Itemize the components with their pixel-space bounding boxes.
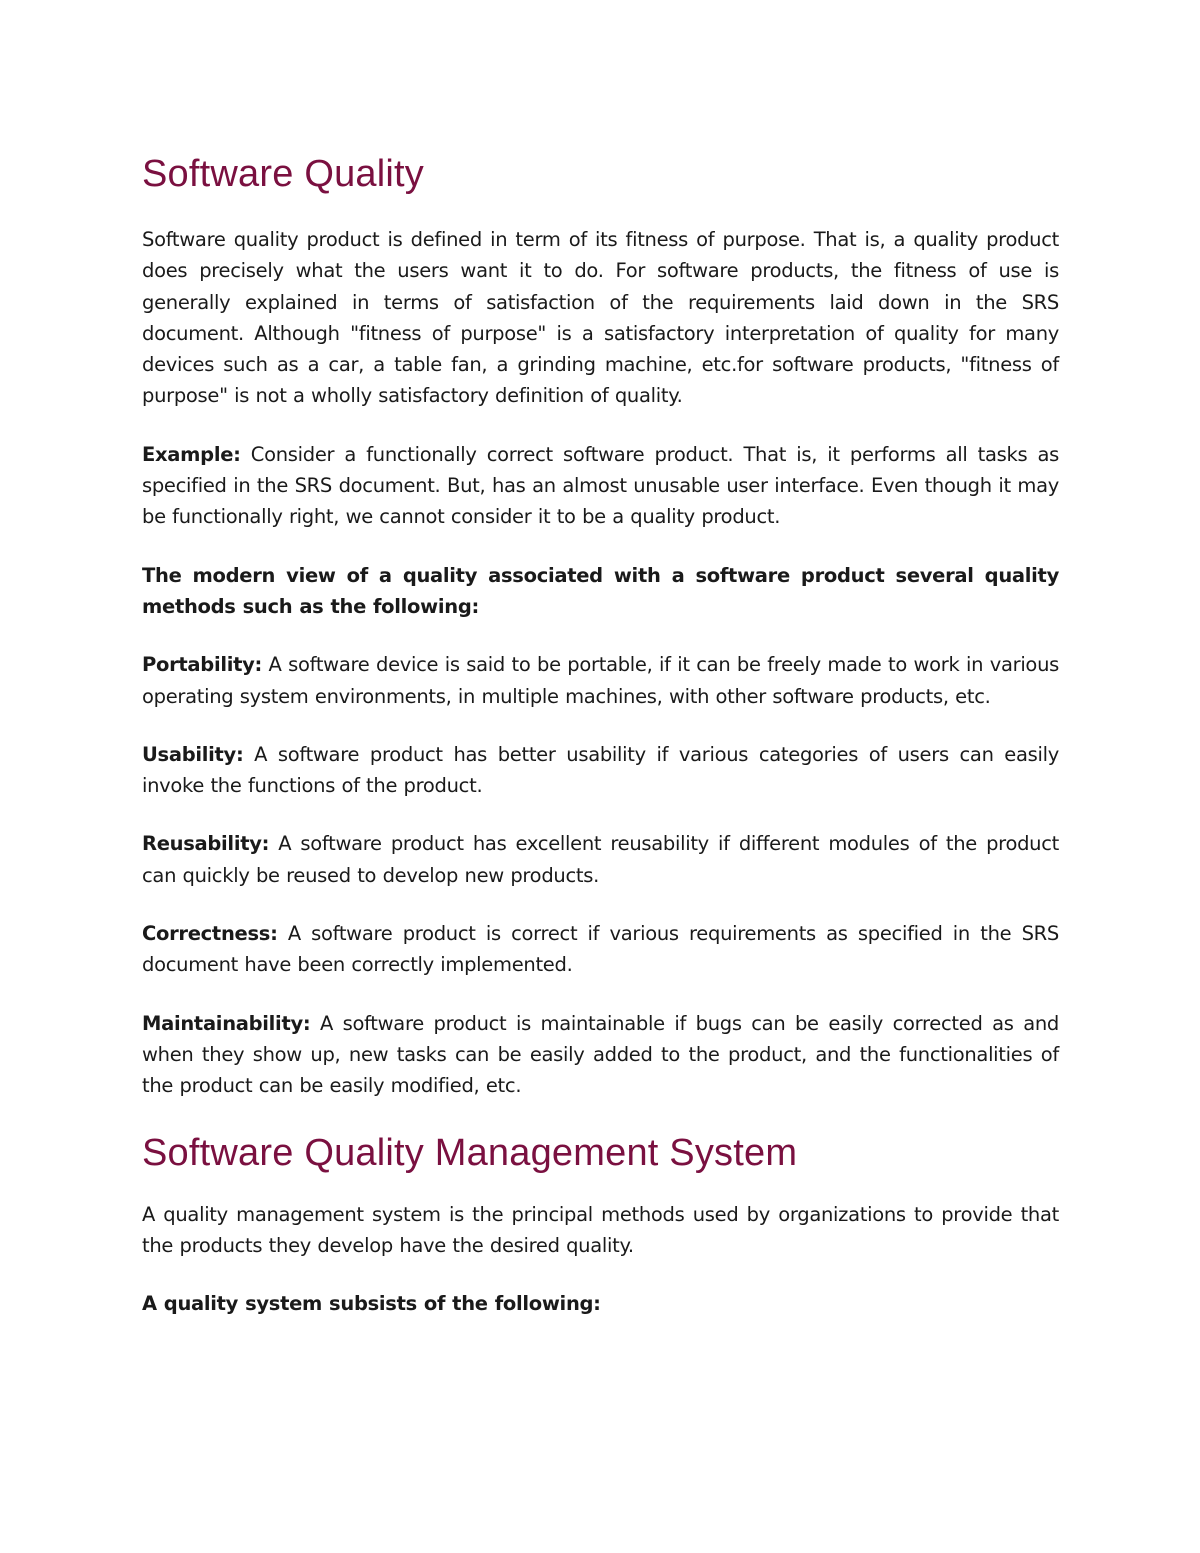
page-title: Software Quality bbox=[142, 153, 424, 195]
attribute-usability bbox=[142, 739, 1059, 802]
attribute-reusability bbox=[142, 828, 1059, 891]
example-paragraph bbox=[142, 439, 1059, 533]
intro-paragraph: Software quality product is defined in term of its fitness of purpose. That is, a quality product does precisely what the users want it to do. For software products, the fitness of use is generally explained in terms of satisfaction of the requirements laid down in the SRS document. Although "fitness of purpose" is a satisfactory interpretation of quality for many devices such as a car, a table fan, a grinding machine, etc.for software products, "fitness of purpose" is not a wholly satisfactory definition of quality. bbox=[142, 228, 1059, 408]
example-text: Consider a functionally correct software product. That is, it performs all tasks as specified in the SRS document. But, has an almost unusable user interface. Even though it may be functionally right, we cannot consider it to be a quality product. bbox=[142, 442, 1059, 529]
attribute-text: A software product has better usability if various categories of users can easily invoke the functions of the product. bbox=[142, 742, 1059, 798]
attribute-label: Maintainability: bbox=[142, 1011, 311, 1035]
attribute-label: Usability: bbox=[142, 742, 244, 766]
document-page bbox=[142, 150, 1059, 1346]
attribute-text: A software product has excellent reusability if different modules of the product can quickly be reused to develop new products. bbox=[142, 832, 1059, 887]
example-label: Example: bbox=[142, 442, 241, 466]
attribute-label: Reusability: bbox=[142, 832, 270, 856]
qms-intro-paragraph: A quality management system is the principal methods used by organizations to provide that the products they develop have the desired quality. bbox=[142, 1202, 1059, 1257]
attribute-label: Correctness: bbox=[142, 922, 278, 946]
attribute-portability bbox=[142, 649, 1059, 712]
attribute-text: A software product is maintainable if bugs can be easily corrected as and when they show up, new tasks can be easily added to the product, and the functionalities of the product can be easily modified, etc. bbox=[142, 1011, 1059, 1098]
quality-system-heading: A quality system subsists of the following: bbox=[142, 1292, 601, 1316]
attribute-text: A software device is said to be portable, if it can be freely made to work in various operating system environments, in multiple machines, with other software products, etc. bbox=[142, 653, 1059, 708]
attribute-maintainability bbox=[142, 1008, 1059, 1102]
attribute-correctness bbox=[142, 918, 1059, 981]
attribute-text: A software product is correct if various requirements as specified in the SRS document have been correctly implemented. bbox=[142, 922, 1059, 977]
attribute-label: Portability: bbox=[142, 653, 263, 677]
modern-view-heading: The modern view of a quality associated with a software product several quality methods such as the following: bbox=[142, 563, 1059, 618]
section-title: Software Quality Management System bbox=[142, 1131, 798, 1174]
